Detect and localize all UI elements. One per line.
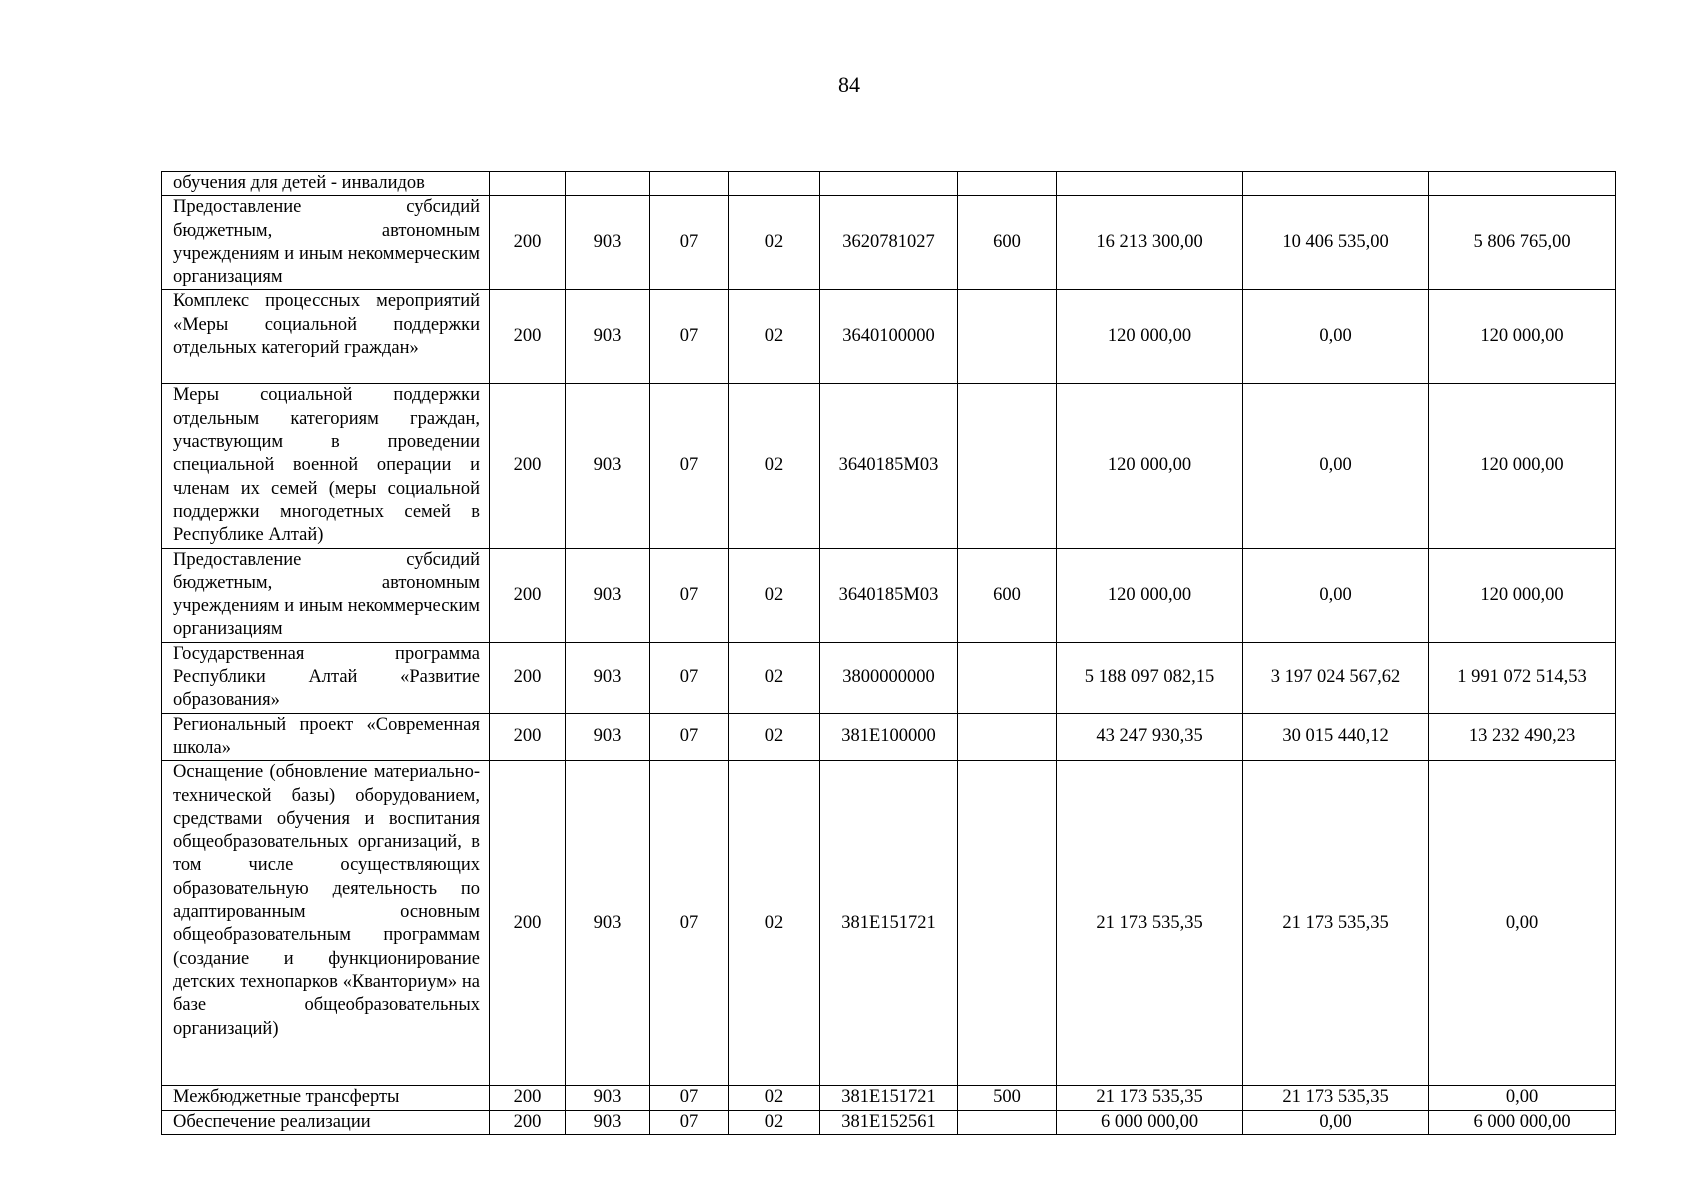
cell-v3: 120 000,00 (1429, 290, 1616, 384)
cell-c5: 3640185М03 (820, 548, 958, 642)
table-row (162, 1086, 1616, 1110)
cell-c1: 200 (490, 1086, 566, 1110)
cell-c6 (958, 713, 1057, 761)
cell-v1: 16 213 300,00 (1057, 196, 1243, 290)
cell-c1: 200 (490, 384, 566, 548)
cell-c5: 381Е151721 (820, 761, 958, 1086)
table-row (162, 548, 1616, 642)
cell-c4: 02 (729, 1110, 820, 1134)
cell-c3: 07 (650, 1110, 729, 1134)
cell-v1: 21 173 535,35 (1057, 761, 1243, 1086)
cell-v3: 0,00 (1429, 1086, 1616, 1110)
cell-c4: 02 (729, 548, 820, 642)
cell-c2: 903 (566, 196, 650, 290)
cell-v2: 0,00 (1243, 290, 1429, 384)
cell-c6 (958, 642, 1057, 713)
cell-v2: 3 197 024 567,62 (1243, 642, 1429, 713)
table-row (162, 642, 1616, 713)
cell-c5: 3640185М03 (820, 384, 958, 548)
cell-c1 (490, 172, 566, 196)
cell-c5: 381Е152561 (820, 1110, 958, 1134)
cell-c5: 381Е100000 (820, 713, 958, 761)
cell-c4: 02 (729, 642, 820, 713)
cell-v2: 0,00 (1243, 1110, 1429, 1134)
cell-v3: 120 000,00 (1429, 548, 1616, 642)
table-row (162, 196, 1616, 290)
cell-v1: 21 173 535,35 (1057, 1086, 1243, 1110)
cell-c4: 02 (729, 196, 820, 290)
cell-c2 (566, 172, 650, 196)
cell-v1 (1057, 172, 1243, 196)
cell-v1: 120 000,00 (1057, 290, 1243, 384)
cell-v2: 10 406 535,00 (1243, 196, 1429, 290)
cell-c2: 903 (566, 548, 650, 642)
cell-v2: 0,00 (1243, 384, 1429, 548)
cell-c2: 903 (566, 1086, 650, 1110)
row-name-cell: Региональный проект «Современная школа» (162, 713, 490, 761)
cell-c3: 07 (650, 196, 729, 290)
row-name-cell: Государственная программа Республики Алтай «Развитие образования» (162, 642, 490, 713)
cell-c1: 200 (490, 290, 566, 384)
cell-c6 (958, 290, 1057, 384)
cell-c2: 903 (566, 713, 650, 761)
cell-c6 (958, 1110, 1057, 1134)
cell-c4: 02 (729, 713, 820, 761)
cell-c3: 07 (650, 548, 729, 642)
cell-c6 (958, 761, 1057, 1086)
cell-c3: 07 (650, 713, 729, 761)
cell-c2: 903 (566, 290, 650, 384)
table-row (162, 1110, 1616, 1134)
cell-c1: 200 (490, 196, 566, 290)
table-row (162, 172, 1616, 196)
cell-v1: 5 188 097 082,15 (1057, 642, 1243, 713)
cell-v3: 5 806 765,00 (1429, 196, 1616, 290)
table-row (162, 713, 1616, 761)
cell-c6: 600 (958, 196, 1057, 290)
cell-v2: 21 173 535,35 (1243, 1086, 1429, 1110)
cell-c1: 200 (490, 713, 566, 761)
cell-c3 (650, 172, 729, 196)
cell-c1: 200 (490, 1110, 566, 1134)
cell-c5: 3640100000 (820, 290, 958, 384)
cell-v3 (1429, 172, 1616, 196)
cell-v3: 13 232 490,23 (1429, 713, 1616, 761)
cell-v2: 0,00 (1243, 548, 1429, 642)
cell-c2: 903 (566, 642, 650, 713)
cell-v2 (1243, 172, 1429, 196)
cell-c4: 02 (729, 761, 820, 1086)
cell-c5 (820, 172, 958, 196)
row-name-cell: Оснащение (обновление материально-технической базы) оборудованием, средствами обучения и воспитания общеобразовательных организаций, в том числе осуществляющих образовательную деятельность по адаптированным основным общеобразовательным программам (создание и функционирование детских технопарков «Кванториум» на базе общеобразовательных организаций) (162, 761, 490, 1086)
row-name-cell: Меры социальной поддержки отдельным категориям граждан, участвующим в проведении специальной военной операции и членам их семей (меры социальной поддержки многодетных семей в Республике Алтай) (162, 384, 490, 548)
row-name-cell: Обеспечение реализации (162, 1110, 490, 1134)
cell-c4: 02 (729, 290, 820, 384)
table-body (162, 172, 1616, 1135)
cell-v2: 30 015 440,12 (1243, 713, 1429, 761)
row-name-cell: Межбюджетные трансферты (162, 1086, 490, 1110)
page-number: 84 (838, 72, 860, 97)
cell-c1: 200 (490, 548, 566, 642)
cell-c3: 07 (650, 642, 729, 713)
cell-c6 (958, 384, 1057, 548)
table-row (162, 761, 1616, 1086)
cell-c2: 903 (566, 1110, 650, 1134)
table-row (162, 384, 1616, 548)
cell-c2: 903 (566, 384, 650, 548)
cell-v3: 0,00 (1429, 761, 1616, 1086)
budget-table (161, 171, 1616, 1135)
cell-c4: 02 (729, 384, 820, 548)
table-row (162, 290, 1616, 384)
row-name-cell: Комплекс процессных мероприятий «Меры социальной поддержки отдельных категорий граждан» (162, 290, 490, 384)
cell-v2: 21 173 535,35 (1243, 761, 1429, 1086)
cell-v3: 120 000,00 (1429, 384, 1616, 548)
cell-v1: 6 000 000,00 (1057, 1110, 1243, 1134)
cell-c5: 3800000000 (820, 642, 958, 713)
row-name-cell: Предоставление субсидий бюджетным, автономным учреждениям и иным некоммерческим организациям (162, 548, 490, 642)
cell-v3: 6 000 000,00 (1429, 1110, 1616, 1134)
cell-c6 (958, 172, 1057, 196)
cell-c1: 200 (490, 642, 566, 713)
cell-v1: 120 000,00 (1057, 548, 1243, 642)
cell-c1: 200 (490, 761, 566, 1086)
cell-c3: 07 (650, 761, 729, 1086)
cell-c5: 381Е151721 (820, 1086, 958, 1110)
cell-c3: 07 (650, 384, 729, 548)
cell-c6: 600 (958, 548, 1057, 642)
cell-c4 (729, 172, 820, 196)
cell-v1: 120 000,00 (1057, 384, 1243, 548)
row-name-cell: Предоставление субсидий бюджетным, автономным учреждениям и иным некоммерческим организациям (162, 196, 490, 290)
cell-v3: 1 991 072 514,53 (1429, 642, 1616, 713)
cell-c5: 3620781027 (820, 196, 958, 290)
cell-c2: 903 (566, 761, 650, 1086)
cell-c3: 07 (650, 1086, 729, 1110)
cell-c4: 02 (729, 1086, 820, 1110)
cell-v1: 43 247 930,35 (1057, 713, 1243, 761)
cell-c3: 07 (650, 290, 729, 384)
row-name-cell: обучения для детей - инвалидов (162, 172, 490, 196)
cell-c6: 500 (958, 1086, 1057, 1110)
